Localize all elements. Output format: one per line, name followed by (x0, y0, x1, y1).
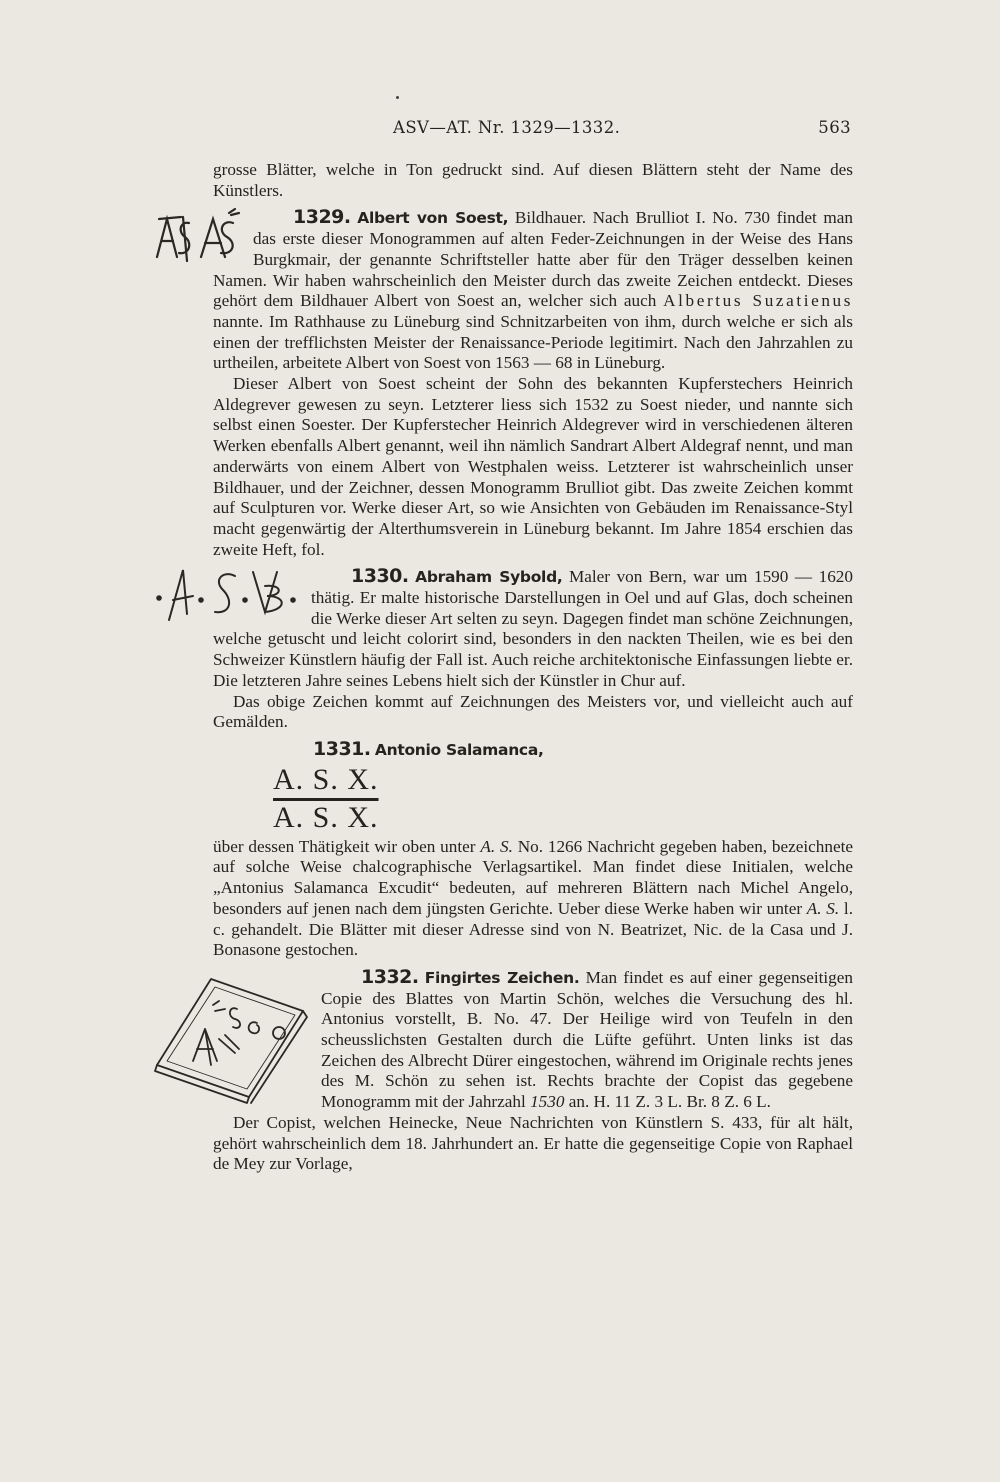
monogram-asx (153, 737, 265, 821)
artist-name: Albert von Soest, (357, 209, 509, 228)
entry-text: über dessen Thätigkeit wir oben unter (213, 836, 481, 856)
page-header (213, 118, 853, 144)
reference-2: A. S. (806, 898, 840, 918)
monogram-line-2: A. S. X. (273, 800, 379, 834)
entry-text-cont: No. 1266 Nachricht gegeben haben, bezeichnete auf solche Weise chalcographische Verlagsartikel. Man findet diese Initialen, welche „Antonius Salamanca Excudit“ bedeuten, auf mehreren Blättern nach Michel Angelo, besonders auf jenen nach dem jüngsten Gerichte. Ueber diese Werke haben wir unter (213, 836, 854, 918)
entry-1329-para2: Dieser Albert von Soest scheint der Sohn des bekannten Kupferstechers Heinrich Aldegrever gewesen zu seyn. Letzterer liess sich 1532 zu Soest nieder, und nannte sich selbst einen Soester. Der Kupferstecher Heinrich Aldegrever wird in verschiedenen älteren Werken ebenfalls Albert genannt, weil ihn nämlich Sandrart Albert Aldegraf nennt, und man anderwärts von einem Albert von Westphalen weiss. Letzterer ist wahrscheinlich unser Bildhauer, und der Zeichner, dessen Monogramm Brulliot gibt. Das zweite Zeichen kommt auf Sculpturen vor. Werke dieser Art, so wie Ansichten von Gebäuden im Renaissance-Styl macht gegenwärtig der Alterthumsverein in Lüneburg bekannt. Im Jahre 1854 erschien das zweite Heft, fol. (213, 374, 853, 559)
artist-name: Antonio Salamanca, (374, 740, 544, 759)
year: 1530 (530, 1092, 565, 1112)
entry-1332-para2: Der Copist, welchen Heinecke, Neue Nachrichten von Künstlern S. 433, für alt hält, gehört wahrscheinlich dem 18. Jahrhundert an. Er hatte die gegenseitige Copie von Raphael de Mey zur Vorlage, (213, 1112, 853, 1174)
fictitious-mark-tablet-icon (153, 965, 313, 1105)
monogram-albert-von-soest-icon (153, 205, 245, 265)
entry-number: 1330. (351, 565, 409, 588)
entry-text: Man findet es auf einer gegenseitigen Copie des Blattes von Martin Schön, welches die Versuchung des hl. Antonius vorstellt, B. No. 47. Der Heilige wird von Teufeln in den scheusslichsten Gestalten durch die Lüfte geführt. Unten links ist das Zeichen des Albrecht Dürer eingestochen, während im Originale rechts jenes des M. Schön zu sehen ist. Rechts brachte der Copist das gegebene Monogramm mit der Jahrzahl (321, 967, 853, 1112)
print-speck (396, 96, 399, 99)
monogram-asb-icon (153, 564, 303, 626)
page-number: 563 (818, 118, 851, 137)
entry-text-cont: an. H. 11 Z. 3 L. Br. 8 Z. 6 L. (564, 1092, 771, 1112)
entry-number: 1332. (361, 965, 419, 988)
entry-text: Maler von Bern, war um 1590 — 1620 thätig. Er malte historische Darstellungen in Oel und auf Glas, doch scheinen die Werke dieser Art selten zu seyn. Dagegen findet man schöne Zeichnungen, welche getuscht und leicht colorirt sind, besonders in den nackten Theilen, wie es bei den Schweizer Künstlern häufig der Fall ist. Auch reiche architektonische Einfassungen liebte er. Die letzteren Jahre seines Lebens hielt sich der Künstler in Chur auf. (213, 567, 853, 690)
entry-number: 1329. (293, 206, 351, 229)
entry-1331 (213, 739, 853, 761)
entry-number: 1331. (313, 737, 371, 760)
running-title: ASV—AT. Nr. 1329—1332. (393, 118, 621, 137)
entry-1330-para2: Das obige Zeichen kommt auf Zeichnungen des Meisters vor, und vielleicht auch auf Gemälden. (213, 691, 853, 732)
entry-1330 (213, 566, 853, 691)
entry-1332 (213, 967, 853, 1113)
latin-name: Albertus Suzatienus (663, 291, 853, 311)
page-body (213, 160, 853, 1175)
entry-text-cont: nannte. Im Rathhause zu Lüneburg sind Schnitzarbeiten von ihm, durch welche er sich als einen der trefflichsten Meister der Renaissance-Periode legitimirt. Nach den Jahrzahlen zu urtheilen, arbeitete Albert von Soest von 1563 — 68 in Lüneburg. (213, 311, 853, 373)
entry-text: Bildhauer. Nach Brulliot I. No. 730 findet man das erste dieser Monogrammen auf alten Feder-Zeichnungen in der Weise des Hans Burgkmair, der genannte Schriftsteller hatte aber für den Träger desselben keinen Namen. Wir haben wahrscheinlich den Meister durch das zweite Zeichen entdeckt. Dieses gehört dem Bildhauer Albert von Soest an, welcher sich auch (213, 208, 853, 311)
intro-paragraph: grosse Blätter, welche in Ton gedruckt sind. Auf diesen Blättern steht der Name des Künstlers. (213, 160, 853, 200)
entry-1329 (213, 207, 853, 374)
artist-name: Fingirtes Zeichen. (424, 968, 580, 987)
entry-text-end: l. c. gehandelt. Die Blätter mit dieser Adresse sind von N. Beatrizet, Nic. de la Casa und J. Bonasone gestochen. (213, 898, 854, 960)
monogram-line-1: A. S. X. (273, 762, 379, 796)
artist-name: Abraham Sybold, (415, 568, 563, 587)
reference: A. S. (480, 836, 513, 856)
